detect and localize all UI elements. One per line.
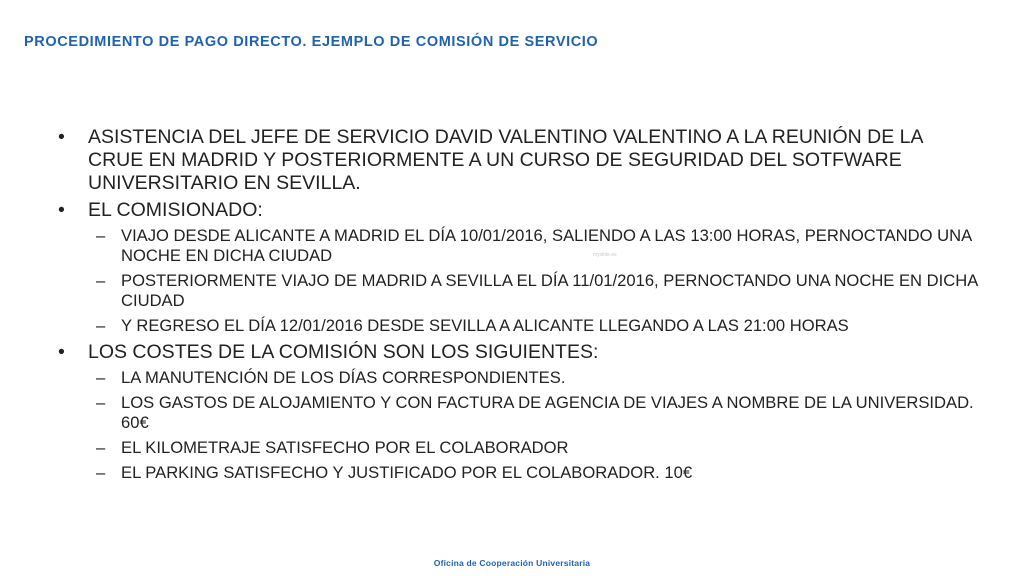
sub-bullet-text: EL KILOMETRAJE SATISFECHO POR EL COLABORADOR — [121, 438, 569, 457]
bullet-icon: • — [58, 341, 65, 363]
bullet-text: LOS COSTES DE LA COMISIÓN SON LOS SIGUIENTES: — [88, 341, 599, 363]
dash-icon: – — [96, 368, 106, 387]
sub-bullet-text: VIAJO DESDE ALICANTE A MADRID EL DÍA 10/01/2016, SALIENDO A LAS 13:00 HORAS, PERNOCTANDO UNA NOCHE EN DICHA CIUDAD — [121, 226, 972, 265]
bullet-item — [58, 126, 978, 195]
footer-text: Oficina de Cooperación Universitaria — [433, 558, 591, 568]
dash-icon: – — [96, 271, 106, 290]
sub-bullet-item — [58, 316, 978, 336]
bullet-icon: • — [58, 126, 65, 148]
bullet-item — [58, 341, 978, 364]
bullet-text: ASISTENCIA DEL JEFE DE SERVICIO DAVID VALENTINO VALENTINO A LA REUNIÓN DE LA CRUE EN MADRID Y POSTERIORMENTE A UN CURSO DE SEGURIDAD DEL SOTFWARE UNIVERSITARIO EN SEVILLA. — [88, 126, 923, 194]
dash-icon: – — [96, 226, 106, 245]
watermark: myslide.es — [593, 252, 617, 258]
sub-bullet-text: POSTERIORMENTE VIAJO DE MADRID A SEVILLA EL DÍA 11/01/2016, PERNOCTANDO UNA NOCHE EN DICHA CIUDAD — [121, 271, 978, 310]
dash-icon: – — [96, 393, 106, 412]
sub-bullet-item — [58, 368, 978, 388]
sub-bullet-text: Y REGRESO EL DÍA 12/01/2016 DESDE SEVILLA A ALICANTE LLEGANDO A LAS 21:00 HORAS — [121, 316, 849, 335]
sub-bullet-item — [58, 226, 978, 266]
bullet-text: EL COMISIONADO: — [88, 199, 263, 221]
dash-icon: – — [96, 438, 106, 457]
sub-bullet-text: LA MANUTENCIÓN DE LOS DÍAS CORRESPONDIENTES. — [121, 368, 566, 387]
slide-title: PROCEDIMIENTO DE PAGO DIRECTO. EJEMPLO DE COMISIÓN DE SERVICIO — [24, 34, 599, 50]
bullet-icon: • — [58, 199, 65, 221]
dash-icon: – — [96, 316, 106, 335]
bullet-list — [58, 126, 978, 488]
sub-bullet-item — [58, 463, 978, 483]
sub-bullet-item — [58, 438, 978, 458]
sub-bullet-text: LOS GASTOS DE ALOJAMIENTO Y CON FACTURA DE AGENCIA DE VIAJES A NOMBRE DE LA UNIVERSIDAD. 60€ — [121, 393, 974, 432]
dash-icon: – — [96, 463, 106, 482]
sub-bullet-item — [58, 271, 978, 311]
bullet-item — [58, 199, 978, 222]
sub-bullet-item — [58, 393, 978, 433]
sub-bullet-text: EL PARKING SATISFECHO Y JUSTIFICADO POR EL COLABORADOR. 10€ — [121, 463, 693, 482]
